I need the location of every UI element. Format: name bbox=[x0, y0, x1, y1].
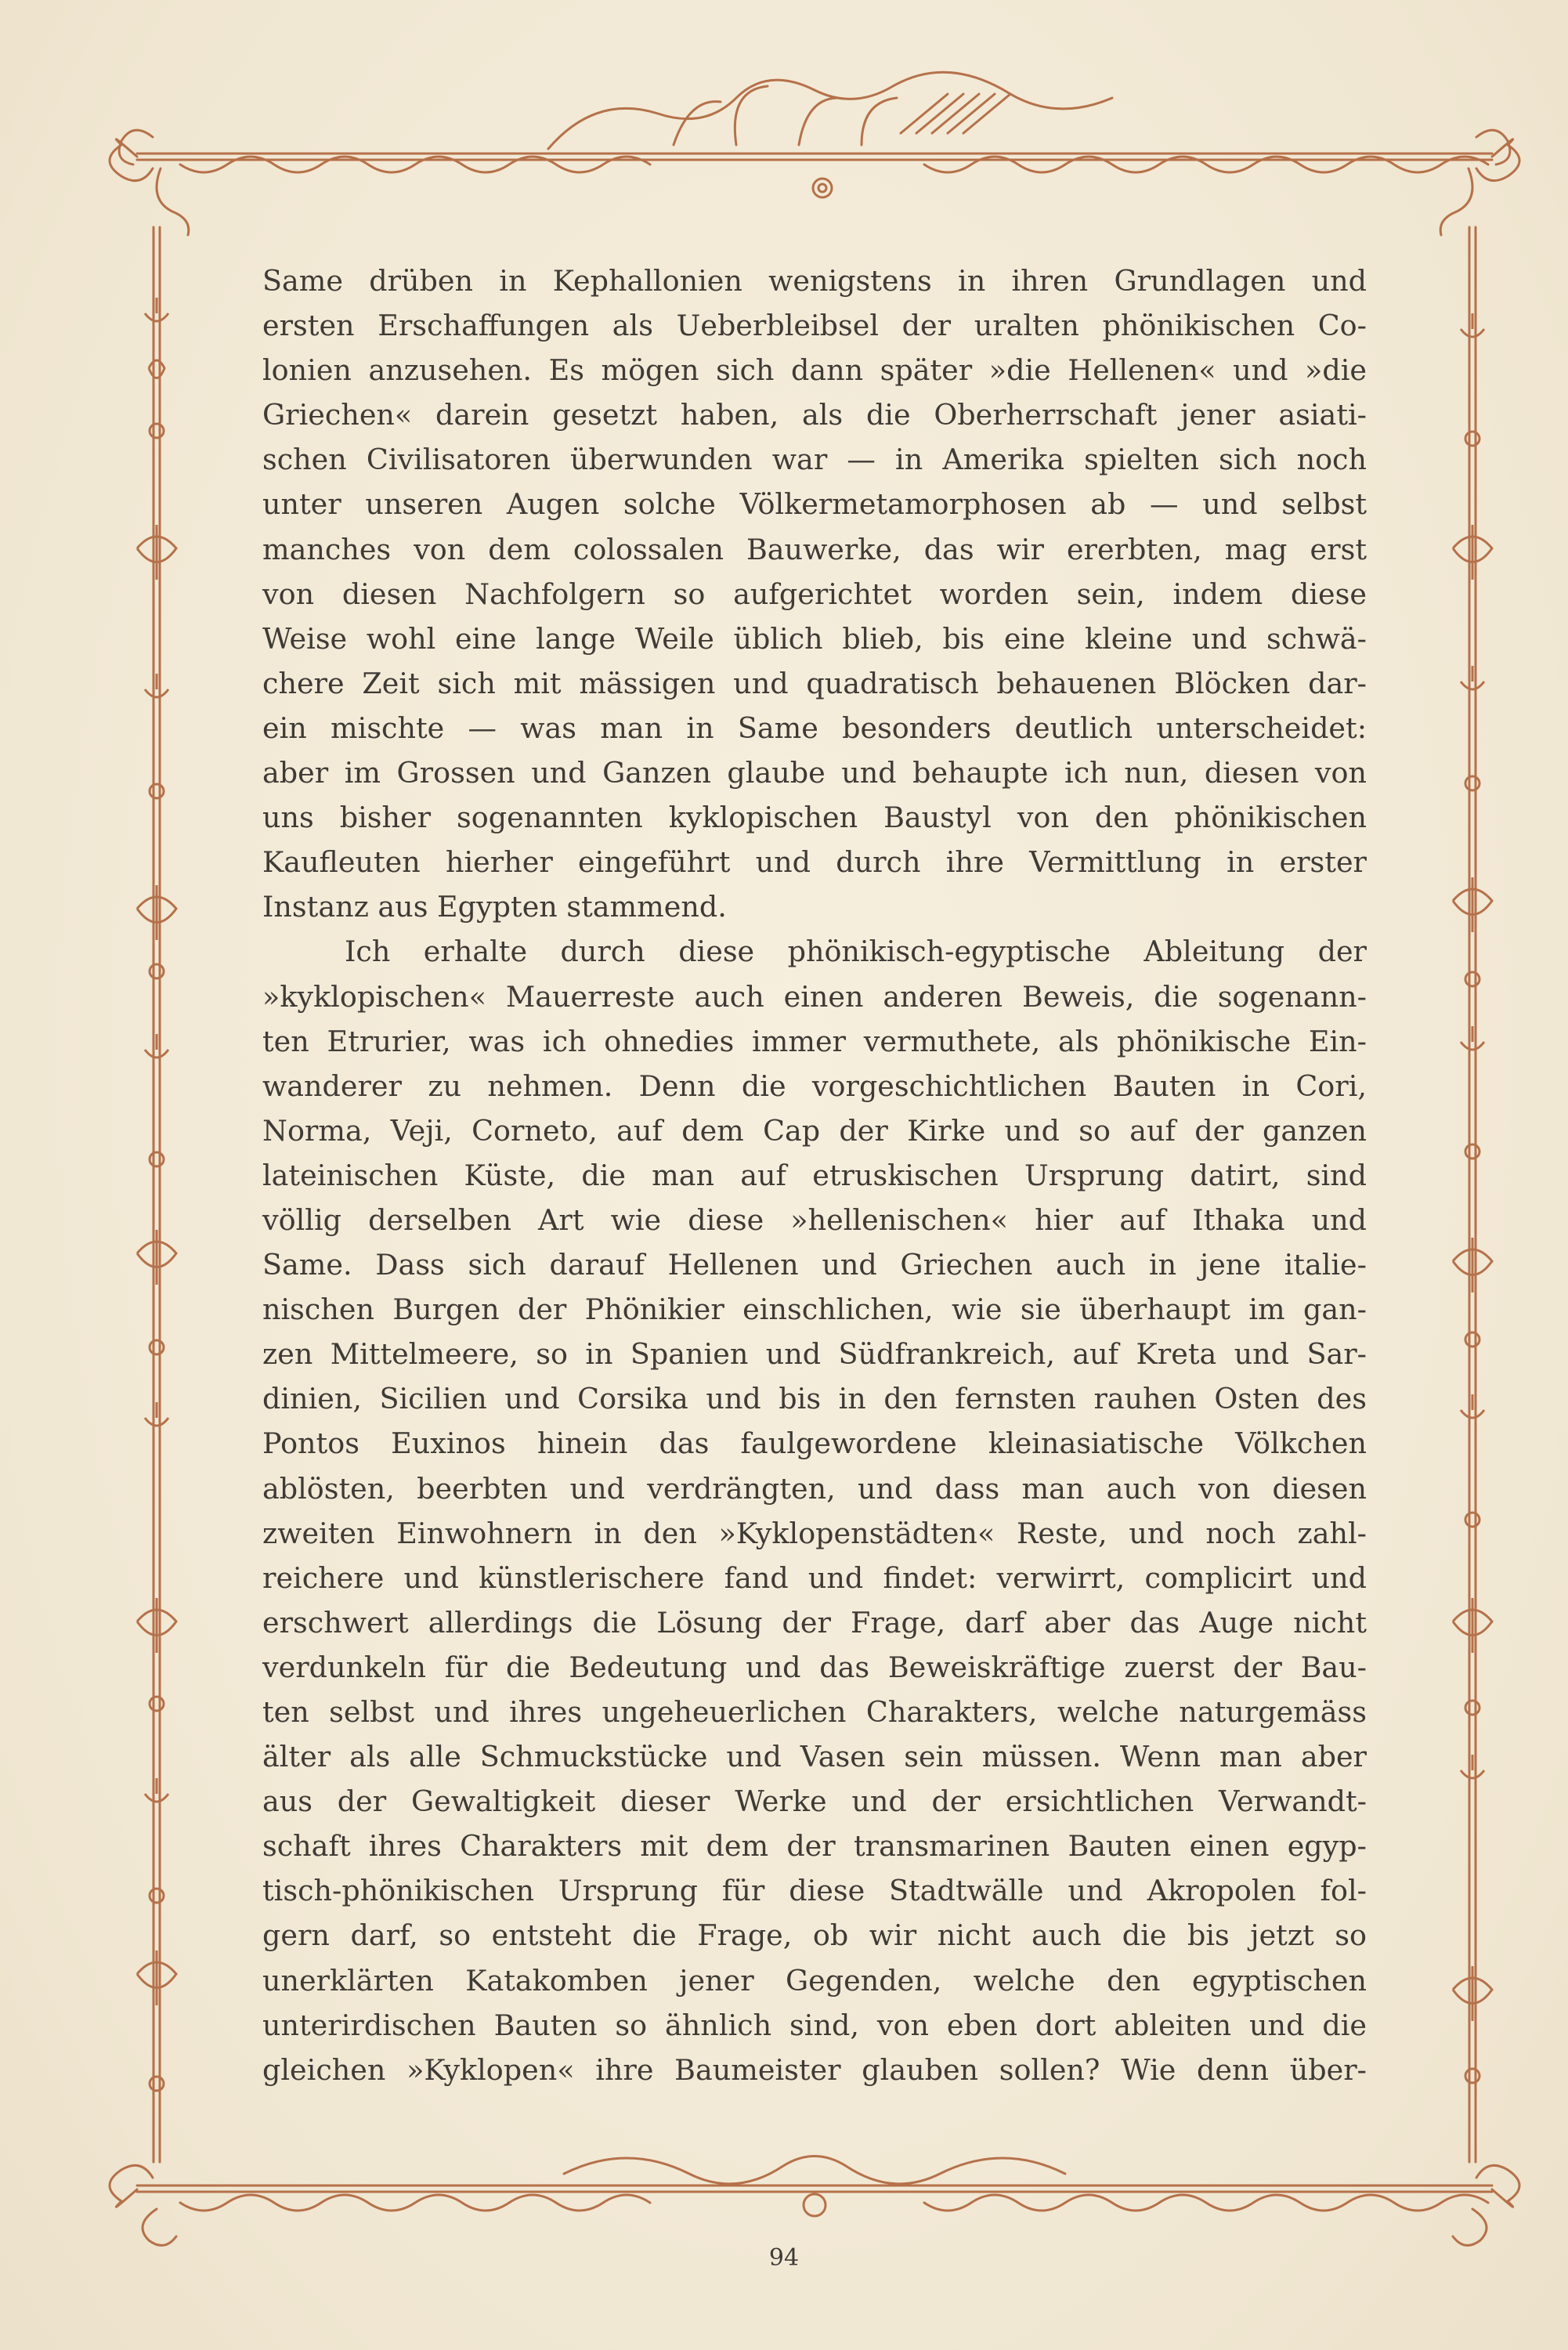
text-line: tisch-phönikischen Ursprung für diese Stadtwälle und Akropolen fol- bbox=[262, 1874, 1367, 1908]
text-line: schaft ihres Charakters mit dem der transmarinen Bauten einen egyp- bbox=[262, 1829, 1367, 1864]
text-line: völlig derselben Art wie diese »hellenischen« hier auf Ithaka und bbox=[262, 1202, 1367, 1237]
text-line: ersten Erschaffungen als Ueberbleibsel der uralten phönikischen Co- bbox=[262, 309, 1367, 343]
text-line: Pontos Euxinos hinein das faulgewordene kleinasiatische Völkchen bbox=[262, 1426, 1367, 1461]
text-line: reichere und künstlerischere fand und findet: verwirrt, complicirt und bbox=[262, 1560, 1367, 1595]
top-right-corner-ornament bbox=[1440, 130, 1519, 235]
text-line: uns bisher sogenannten kyklopischen Baustyl von den phönikischen bbox=[262, 801, 1367, 835]
text-line: lonien anzusehen. Es mögen sich dann später »die Hellenen« und »die bbox=[262, 353, 1367, 388]
text-line: gern darf, so entsteht die Frage, ob wir nicht auch die bis jetzt so bbox=[262, 1918, 1367, 1953]
text-line: gleichen »Kyklopen« ihre Baumeister glauben sollen? Wie denn über- bbox=[262, 2052, 1367, 2087]
page-number: 94 bbox=[768, 2244, 800, 2272]
text-line: Griechen« darein gesetzt haben, als die Oberherrschaft jener asiati- bbox=[262, 398, 1367, 432]
bottom-garland bbox=[180, 2195, 1488, 2211]
text-line: dinien, Sicilien und Corsika und bis in den fernsten rauhen Osten des bbox=[262, 1382, 1367, 1416]
text-line: Norma, Veji, Corneto, auf dem Cap der Kirke und so auf der ganzen bbox=[262, 1113, 1367, 1148]
left-border-rule bbox=[154, 227, 160, 2162]
bottom-border-rule bbox=[137, 2186, 1492, 2192]
right-border-rule bbox=[1469, 227, 1476, 2162]
text-line: nischen Burgen der Phönikier einschlichen, wie sie überhaupt im gan- bbox=[262, 1292, 1367, 1327]
text-line: chere Zeit sich mit mässigen und quadratisch behauenen Blöcken dar- bbox=[262, 666, 1367, 700]
text-line: Kaufleuten hierher eingeführt und durch ihre Vermittlung in erster bbox=[262, 845, 1367, 880]
text-line: ten selbst und ihres ungeheuerlichen Charakters, welche naturgemäss bbox=[262, 1695, 1367, 1729]
text-line: erschwert allerdings die Lösung der Frage, darf aber das Auge nicht bbox=[262, 1605, 1367, 1640]
text-line: lateinischen Küste, die man auf etruskischen Ursprung datirt, sind bbox=[262, 1158, 1367, 1192]
text-line: wanderer zu nehmen. Denn die vorgeschichtlichen Bauten in Cori, bbox=[262, 1068, 1367, 1103]
text-line: Same. Dass sich darauf Hellenen und Griechen auch in jene italie- bbox=[262, 1248, 1367, 1282]
text-line: aber im Grossen und Ganzen glaube und behaupte ich nun, diesen von bbox=[262, 756, 1367, 790]
text-line: schen Civilisatoren überwunden war — in Amerika spielten sich noch bbox=[262, 443, 1367, 477]
bottom-center-ornament bbox=[564, 2157, 1065, 2184]
bottom-left-corner-ornament bbox=[110, 2165, 176, 2245]
top-left-corner-ornament bbox=[110, 130, 189, 235]
text-line: Instanz aus Egypten stammend. bbox=[262, 890, 727, 924]
left-border-motifs bbox=[137, 298, 176, 2091]
text-line: Weise wohl eine lange Weile üblich blieb, bis eine kleine und schwä- bbox=[262, 621, 1367, 656]
text-line: verdunkeln für die Bedeutung und das Beweiskräftige zuerst der Bau- bbox=[262, 1650, 1367, 1684]
text-line: aus der Gewaltigkeit dieser Werke und der ersichtlichen Verwandt- bbox=[262, 1784, 1367, 1819]
text-line: Same drüben in Kephallonien wenigstens in ihren Grundlagen und bbox=[262, 264, 1367, 298]
text-line: unter unseren Augen solche Völkermetamorphosen ab — und selbst bbox=[262, 487, 1367, 522]
text-line: unerklärten Katakomben jener Gegenden, welche den egyptischen bbox=[262, 1963, 1367, 1998]
right-border-motifs bbox=[1453, 313, 1492, 2083]
text-line: zweiten Einwohnern in den »Kyklopenstädten« Reste, und noch zahl- bbox=[262, 1516, 1367, 1550]
text-line: von diesen Nachfolgern so aufgerichtet worden sein, indem diese bbox=[262, 577, 1367, 611]
bottom-right-corner-ornament bbox=[1453, 2165, 1519, 2245]
text-line: »kyklopischen« Mauerreste auch einen anderen Beweis, die sogenann- bbox=[262, 979, 1367, 1014]
body-text bbox=[262, 258, 1367, 2092]
text-line: unterirdischen Bauten so ähnlich sind, von eben dort ableiten und die bbox=[262, 2008, 1367, 2042]
text-line: Ich erhalte durch diese phönikisch-egyptische Ableitung der bbox=[345, 935, 1367, 969]
top-crest-ornament bbox=[548, 72, 1112, 149]
text-line: zen Mittelmeere, so in Spanien und Südfrankreich, auf Kreta und Sar- bbox=[262, 1337, 1367, 1372]
text-line: ablösten, beerbten und verdrängten, und dass man auch von diesen bbox=[262, 1471, 1367, 1506]
text-line: älter als alle Schmuckstücke und Vasen sein müssen. Wenn man aber bbox=[262, 1740, 1367, 1774]
text-line: ein mischte — was man in Same besonders deutlich unterscheidet: bbox=[262, 710, 1367, 745]
text-line: ten Etrurier, was ich ohnedies immer vermuthete, als phönikische Ein- bbox=[262, 1024, 1367, 1058]
text-line: manches von dem colossalen Bauwerke, das wir ererbten, mag erst bbox=[262, 532, 1367, 566]
